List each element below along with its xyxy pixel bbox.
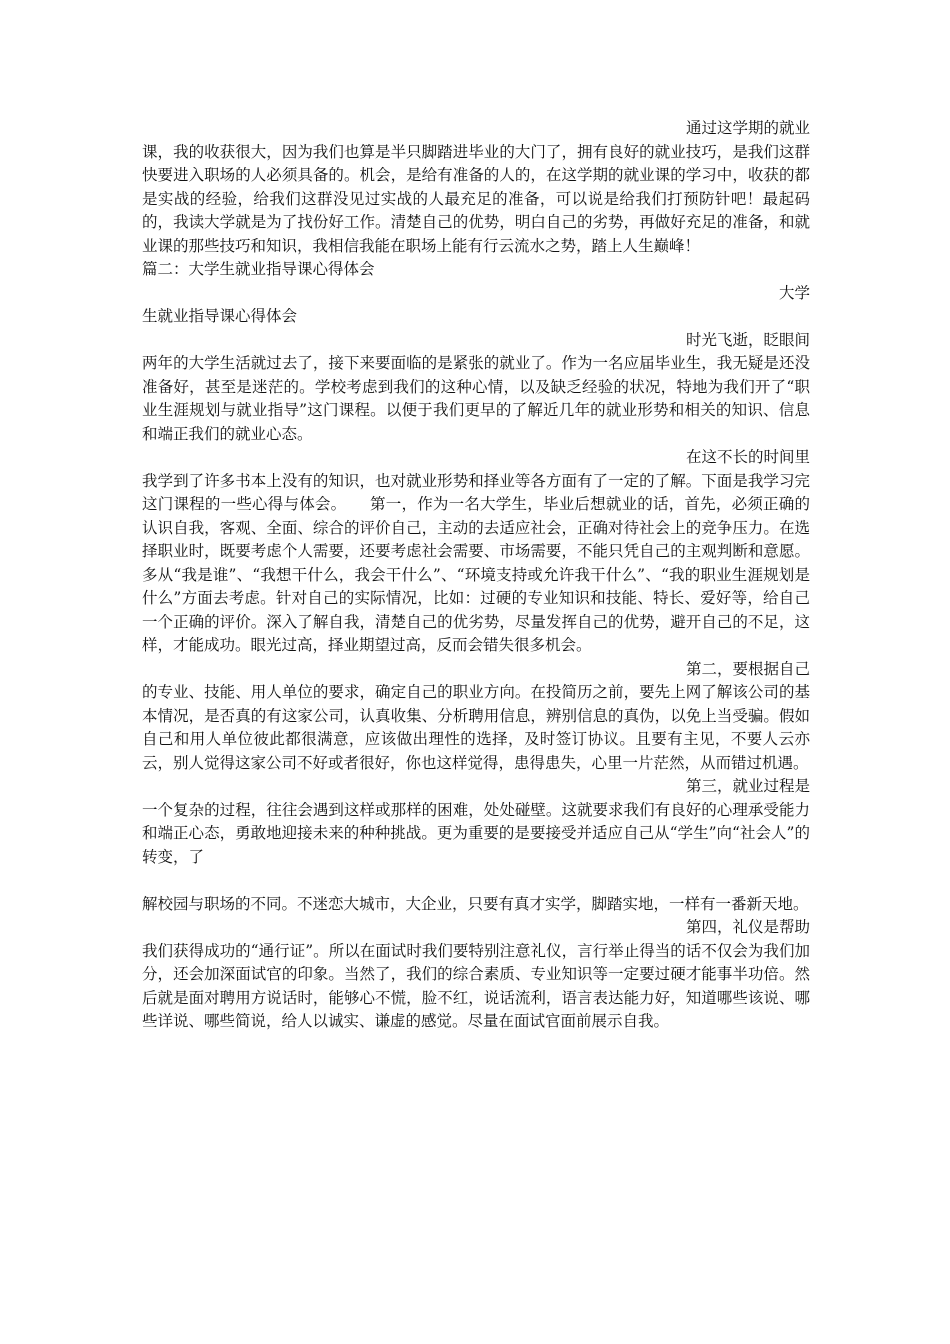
paragraph: 的专业、技能、用人单位的要求，确定自己的职业方向。在投简历之前，要先上网了解该公司的基本情况，是否真的有这家公司，认真收集、分析聘用信息，辨别信息的真伪，以免上当受骗。假如自己和用人单位彼此都很满意，应该做出理性的选择，及时签订协议。且要有主见，不要人云亦云，别人觉得这家公司不好或者很好，你也这样觉得，患得患失，心里一片茫然，从而错过机遇。 (142, 683, 810, 772)
document-body (142, 117, 810, 1034)
paragraph-lead-in: 大学 (778, 283, 810, 302)
paragraph-lead-in: 通过这学期的就业 (685, 119, 810, 137)
paragraph: 两年的大学生活就过去了，接下来要面临的是紧张的就业了。作为一名应届毕业生，我无疑是还没准备好，甚至是迷茫的。学校考虑到我们的这种心情，以及缺乏经验的状况，特地为我们开了“职业生涯规划与就业指导”这门课程。以便于我们更早的了解近几年的就业形势和相关的知识、信息和端正我们的就业心态。 (142, 354, 810, 443)
paragraph: 一个复杂的过程，往往会遇到这样或那样的困难，处处碰壁。这就要求我们有良好的心理承受能力和端正心态，勇敢地迎接未来的种种挑战。更为重要的是要接受并适应自己从“学生”向“社会人”的转变，了 (142, 800, 810, 866)
paragraph: 生就业指导课心得体会 (142, 307, 298, 325)
section-heading: 篇二：大学生就业指导课心得体会 (142, 260, 375, 278)
blank-line (142, 869, 810, 893)
paragraph-lead-in: 在这不长的时间里 (685, 448, 810, 466)
paragraph-lead-in: 时光飞逝，眨眼间 (685, 330, 810, 349)
paragraph: 课，我的收获很大，因为我们也算是半只脚踏进毕业的大门了，拥有良好的就业技巧，是我们这群快要进入职场的人必须具备的。机会，是给有准备的人的，在这学期的就业课的学习中，收获的都是实战的经验，给我们这群没见过实战的人最充足的准备，可以说是给我们打预防针吧！最起码的，我读大学就是为了找份好工作。清楚自己的优势，明白自己的劣势，再做好充足的准备，和就业课的那些技巧和知识，我相信我能在职场上能有行云流水之势，踏上人生巅峰！ (142, 142, 810, 255)
paragraph: 解校园与职场的不同。不迷恋大城市，大企业，只要有真才实学，脚踏实地，一样有一番新天地。 (142, 894, 809, 913)
paragraph-lead-in: 第四，礼仪是帮助 (685, 918, 810, 936)
paragraph: 我们获得成功的“通行证”。所以在面试时我们要特别注意礼仪，言行举止得当的话不仅会为我们加分，还会加深面试官的印象。当然了，我们的综合素质、专业知识等一定要过硬才能事半功倍。然后就是面对聘用方说话时，能够心不慌，脸不红，说话流利，语言表达能力好，知道哪些该说、哪些详说、哪些简说，给人以诚实、谦虚的感觉。尽量在面试官面前展示自我。 (142, 941, 810, 1030)
paragraph-lead-in: 第三，就业过程是 (685, 777, 810, 795)
paragraph-lead-in: 第二，要根据自己 (685, 659, 810, 678)
paragraph: 我学到了许多书本上没有的知识，也对就业形势和择业等各方面有了一定的了解。下面是我学习完这门课程的一些心得与体会。 第一，作为一名大学生，毕业后想就业的话，首先，必须正确的认识自我，客观、全面、综合的评价自己，主动的去适应社会，正确对待社会上的竞争压力。在选择职业时，既要考虑个人需要，还要考虑社会需要、市场需要，不能只凭自己的主观判断和意愿。多从“我是谁”、“我想干什么，我会干什么”、“环境支持或允许我干什么”、“我的职业生涯规划是什么”方面去考虑。针对自己的实际情况，比如：过硬的专业知识和技能、特长、爱好等，给自己一个正确的评价。深入了解自我，清楚自己的优劣势，尽量发挥自己的优势，避开自己的不足，这样，才能成功。眼光过高，择业期望过高，反而会错失很多机会。 (142, 471, 810, 654)
